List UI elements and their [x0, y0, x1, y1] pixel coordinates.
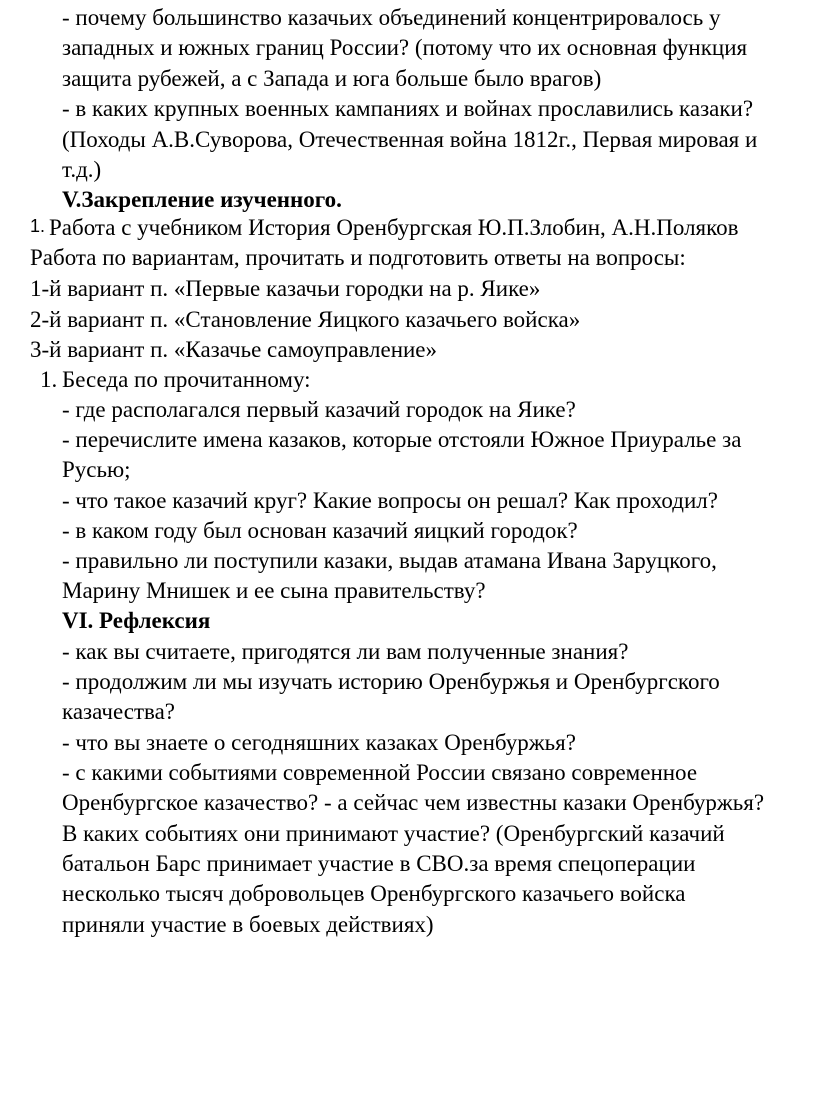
text-line: Работа по вариантам, прочитать и подготовить ответы на вопросы: — [30, 245, 686, 270]
text-line: казачества? — [62, 699, 175, 724]
text-line: - где располагался первый казачий городок на Яике? — [62, 397, 576, 422]
text-line: - в каком году был основан казачий яицкий городок? — [62, 518, 578, 543]
text-line: западных и южных границ России? (потому что их основная функция — [62, 35, 748, 60]
text-line: - перечислите имена казаков, которые отстояли Южное Приуралье за — [62, 427, 742, 452]
list-item: 1-й вариант п. «Первые казачьи городки на р. Яике» — [30, 276, 541, 301]
text-line: (Походы А.В.Суворова, Отечественная война 1812г., Первая мировая и — [62, 127, 758, 152]
list-number: 1. — [40, 367, 58, 392]
text-line: - с какими событиями современной России связано современное — [62, 760, 698, 785]
list-item: 3-й вариант п. «Казачье самоуправление» — [30, 337, 438, 362]
text-line: приняли участие в боевых действиях) — [62, 912, 434, 937]
text-line: - что вы знаете о сегодняшних казаках Оренбуржья? — [62, 730, 576, 755]
text-line: - как вы считаете, пригодятся ли вам полученные знания? — [62, 639, 629, 664]
text-line: батальон Барс принимает участие в СВО.за время спецоперации — [62, 851, 696, 876]
text-line: несколько тысяч добровольцев Оренбургского казачьего войска — [62, 881, 686, 906]
section-heading: VI. Рефлексия — [62, 608, 211, 633]
text-line: Русью; — [62, 457, 131, 482]
text-line: Беседа по прочитанному: — [62, 367, 311, 392]
text-line: - что такое казачий круг? Какие вопросы он решал? Как проходил? — [62, 488, 718, 513]
text-line: т.д.) — [62, 157, 102, 182]
text-line: - правильно ли поступили казаки, выдав атамана Ивана Заруцкого, — [62, 548, 717, 573]
text-line: - продолжим ли мы изучать историю Оренбуржья и Оренбургского — [62, 669, 720, 694]
text-line: Работа с учебником История Оренбургская Ю.П.Злобин, А.Н.Поляков — [49, 215, 739, 240]
text-line: Оренбургское казачество? - а сейчас чем известны казаки Оренбуржья? — [62, 790, 765, 815]
section-heading: V.Закрепление изученного. — [62, 187, 342, 212]
text-line: защита рубежей, а с Запада и юга больше было врагов) — [62, 66, 602, 91]
text-line: - почему большинство казачьих объединений концентрировалось у — [62, 5, 721, 30]
text-line: Марину Мнишек и ее сына правительству? — [62, 578, 486, 603]
list-number: 1. — [30, 216, 46, 236]
list-item: 2-й вариант п. «Становление Яицкого казачьего войска» — [30, 307, 581, 332]
text-line: - в каких крупных военных кампаниях и войнах прославились казаки? — [62, 96, 754, 121]
text-line: В каких событиях они принимают участие? (Оренбургский казачий — [62, 821, 725, 846]
